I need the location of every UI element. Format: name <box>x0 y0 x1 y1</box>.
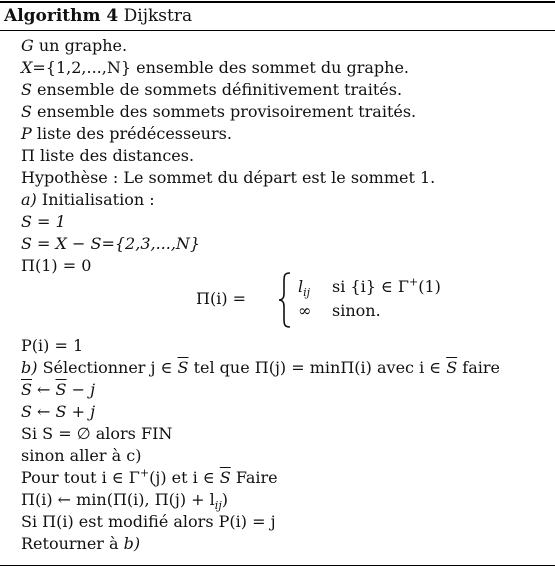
line-provisional-set: S ensemble des sommets provisoirement traités. <box>21 102 417 121</box>
line-s-init: S = 1 <box>21 212 66 231</box>
line-init: a) Initialisation : <box>21 190 155 209</box>
line-else-goto: sinon aller à c) <box>21 446 142 465</box>
algorithm-name: Dijkstra <box>123 6 193 26</box>
line-final-set: S ensemble de sommets définitivement traités. <box>21 80 403 99</box>
line-sbar-update: $\overline{S}$ ← $\overline{S} - j$ <box>21 380 96 399</box>
line-s-update: S ← S + j <box>21 402 96 421</box>
title-rule <box>0 30 555 31</box>
line-for-all: Pour tout i ∈ Γ+(j) et i ∈ $\overline{S}$ Faire <box>21 466 278 487</box>
line-pi-init: Π(1) = 0 <box>21 256 92 275</box>
line-if-modified: Si Π(i) est modifié alors P(i) = j <box>21 512 276 531</box>
algorithm-title <box>4 4 192 28</box>
bottom-rule <box>0 565 555 566</box>
left-brace-icon <box>278 272 292 328</box>
line-return: Retourner à b) <box>21 534 141 553</box>
cases-row-1: $l_{ij}$ si {i} ∈ Γ+(1) <box>298 275 441 300</box>
line-vertex-set: X={1,2,...,N} ensemble des sommet du graphe. <box>21 58 409 77</box>
distance-cases-equation <box>196 272 476 332</box>
algorithm-label: Algorithm 4 <box>4 6 119 26</box>
line-s-complement: S = X − S={2,3,...,N} <box>21 234 201 253</box>
top-rule <box>0 1 555 3</box>
line-predecessors: P liste des prédécesseurs. <box>21 124 232 143</box>
line-select: b) Sélectionner j ∈ $\overline{S}$ tel que Π(j) = minΠ(i) avec i ∈ $\overline{S}$ faire <box>21 358 500 377</box>
line-relax: Π(i) ← min(Π(i), $\Pi(j) + l_{ij}$) <box>21 490 228 513</box>
line-hypothesis: Hypothèse : Le sommet du départ est le sommet 1. <box>21 168 436 187</box>
cases-row-2: ∞ sinon. <box>298 301 381 320</box>
line-if-empty: Si S = ∅ alors FIN <box>21 424 173 443</box>
line-distances: Π liste des distances. <box>21 146 195 165</box>
cases-lhs: Π(i) = <box>196 289 247 308</box>
line-p-init: P(i) = 1 <box>21 336 84 355</box>
line-graph: G un graphe. <box>21 36 128 55</box>
